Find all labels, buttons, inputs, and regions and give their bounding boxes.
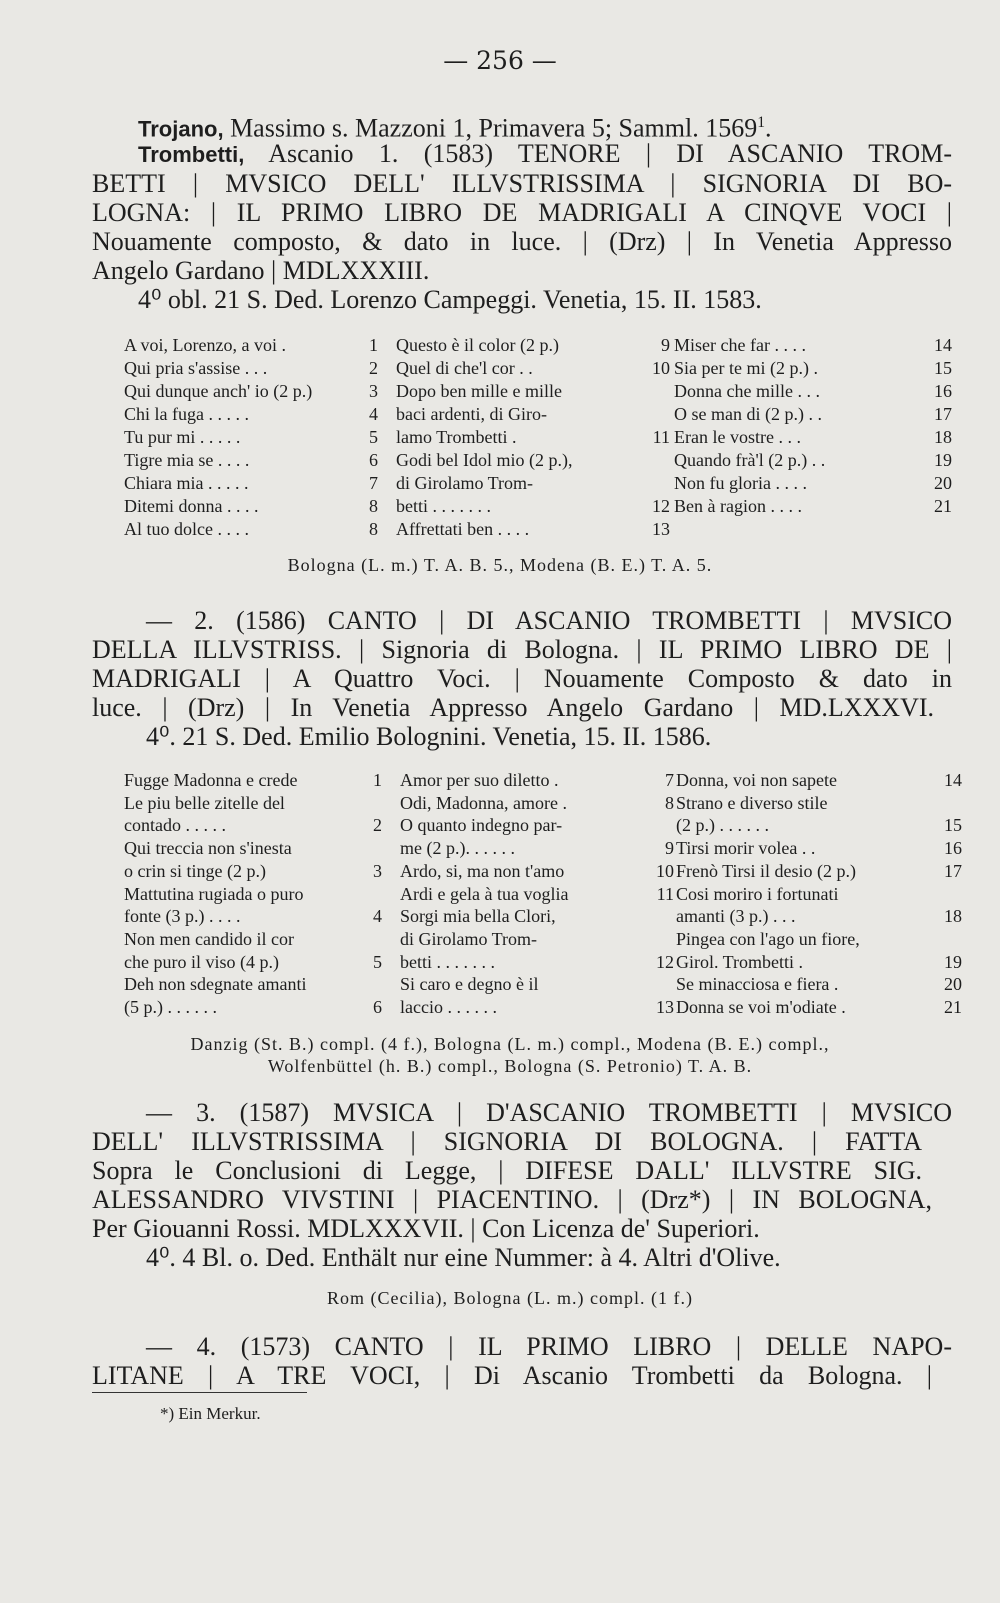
piece-title: Eran le vostre . . . — [674, 427, 801, 447]
piece-number: 7 — [665, 770, 674, 790]
piece-title: Tigre mia se . . . . — [124, 450, 250, 470]
piece-number: 21 — [934, 496, 952, 516]
title-line: ALESSANDRO VIVSTINI | PIACENTINO. | (Drz*) | IN BOLOGNA, — [92, 1185, 932, 1214]
piece-number: 15 — [934, 358, 952, 378]
title-line: Sopra le Conclusioni di Legge, | DIFESE DALL' ILLVSTRE SIG. — [92, 1156, 922, 1185]
piece-title: Dopo ben mille e mille — [396, 381, 562, 401]
piece-title: amanti (3 p.) . . . — [676, 906, 796, 927]
footnote-marker: 1 — [757, 114, 766, 131]
piece-number: 1 — [373, 770, 382, 790]
title-line: — 3. (1587) MVSICA | D'ASCANIO TROMBETTI | MVSICO — [146, 1098, 952, 1127]
piece-number: 21 — [944, 997, 962, 1017]
piece-title: Amor per suo diletto . — [400, 770, 559, 790]
title-line: BETTI | MVSICO DELL' ILLVSTRISSIMA | SIGNORIA DI BO- — [92, 169, 952, 198]
title-line: DELL' ILLVSTRISSIMA | SIGNORIA DI BOLOGNA. | FATTA — [92, 1127, 922, 1156]
piece-title: Godi bel Idol mio (2 p.), — [396, 450, 573, 470]
piece-number: 4 — [373, 906, 382, 927]
title-line: Angelo Gardano | MDLXXXIII. — [92, 256, 430, 285]
entry-trombetti-1 — [92, 139, 952, 314]
piece-number: 11 — [652, 427, 670, 447]
piece-number: 15 — [944, 815, 962, 836]
piece-number: 8 — [665, 792, 674, 813]
holdings-line: Bologna (L. m.) T. A. B. 5., Modena (B. E.) T. A. 5. — [287, 555, 713, 575]
piece-number: 9 — [661, 335, 670, 355]
piece-number: 13 — [656, 997, 674, 1017]
piece-title: o crin si tinge (2 p.) — [124, 860, 266, 881]
piece-number: 3 — [373, 860, 382, 881]
piece-title: che puro il viso (4 p.) — [124, 951, 279, 972]
piece-number: 2 — [369, 358, 378, 378]
piece-number: 17 — [944, 860, 962, 881]
piece-number: 14 — [934, 335, 952, 355]
piece-number: 20 — [944, 974, 962, 995]
holdings-line: Danzig (St. B.) compl. (4 f.), Bologna (L. m.) compl., Modena (B. E.) compl., — [190, 1034, 830, 1054]
title-line: — 4. (1573) CANTO | IL PRIMO LIBRO | DELLE NAPO- — [146, 1332, 952, 1361]
piece-number: 19 — [934, 450, 952, 470]
piece-number: 10 — [656, 860, 674, 881]
piece-number: 12 — [652, 496, 670, 516]
piece-title: Ardo, si, ma non t'amo — [400, 860, 565, 881]
entry-name: Trojano, — [138, 116, 224, 142]
entry-tail: . — [765, 113, 772, 143]
entry-text: Massimo s. Mazzoni 1, Primavera 5; Samml. 1569 — [230, 113, 758, 143]
entry-name: Trombetti, — [138, 142, 245, 167]
piece-number: 18 — [944, 906, 962, 927]
piece-title: Chiara mia . . . . . — [124, 473, 249, 493]
piece-title: Chi la fuga . . . . . — [124, 404, 249, 424]
piece-number: 11 — [656, 883, 674, 904]
piece-number: 4 — [369, 404, 378, 424]
piece-title: Ben à ragion . . . . — [674, 496, 802, 516]
piece-number: 6 — [373, 997, 382, 1017]
footnote-rule — [92, 1392, 307, 1393]
piece-number: 5 — [373, 951, 382, 972]
imprint-line: 4⁰. 21 S. Ded. Emilio Bolognini. Venetia, 15. II. 1586. — [146, 722, 712, 751]
piece-title: lamo Trombetti . — [396, 427, 517, 447]
page-number: — 256 — — [443, 46, 557, 75]
contents-table-2 — [124, 770, 964, 1020]
piece-number: 16 — [944, 838, 962, 859]
piece-title: Frenò Tirsi il desio (2 p.) — [676, 860, 857, 881]
imprint-line: 4⁰. 4 Bl. o. Ded. Enthält nur eine Nummer: à 4. Altri d'Olive. — [146, 1243, 781, 1272]
title-line: Nouamente composto, & dato in luce. | (Drz) | In Venetia Appresso — [92, 227, 952, 256]
piece-title: Ditemi donna . . . . — [124, 496, 259, 516]
piece-number: 7 — [369, 473, 378, 493]
piece-number: 8 — [369, 519, 378, 539]
piece-title: Odi, Madonna, amore . — [400, 792, 567, 813]
piece-number: 1 — [369, 335, 378, 355]
piece-title: Qui pria s'assise . . . — [124, 358, 268, 378]
piece-title: Qui dunque anch' io (2 p.) — [124, 381, 313, 401]
piece-number: 10 — [652, 358, 670, 378]
piece-title: Fugge Madonna e crede — [124, 770, 298, 790]
piece-number: 6 — [369, 450, 378, 470]
piece-title: Pingea con l'ago un fiore, — [676, 928, 860, 949]
piece-title: baci ardenti, di Giro- — [396, 404, 547, 424]
piece-title: Questo è il color (2 p.) — [396, 335, 559, 355]
piece-title: Strano e diverso stile — [676, 792, 828, 813]
title-line: MADRIGALI | A Quattro Voci. | Nouamente Composto & dato in — [92, 664, 952, 693]
piece-title: Qui treccia non s'inesta — [124, 838, 292, 859]
piece-title: Miser che far . . . . — [674, 335, 806, 355]
piece-title: O quanto indegno par- — [400, 815, 563, 836]
contents-table-1 — [124, 335, 964, 545]
title-line: DELLA ILLVSTRISS. | Signoria di Bologna. | IL PRIMO LIBRO DE | — [92, 635, 952, 664]
piece-title: fonte (3 p.) . . . . — [124, 906, 241, 927]
piece-number: 17 — [934, 404, 952, 424]
piece-title: contado . . . . . — [124, 815, 226, 836]
piece-number: 5 — [369, 427, 378, 447]
entry-trombetti-3 — [92, 1098, 952, 1272]
entry-trombetti-2 — [92, 606, 952, 751]
piece-title: Donna se voi m'odiate . — [676, 997, 846, 1017]
title-line: LOGNA: | IL PRIMO LIBRO DE MADRIGALI A CINQVE VOCI | — [92, 198, 952, 227]
piece-title: Se minacciosa e fiera . — [676, 974, 839, 995]
title-line: — 2. (1586) CANTO | DI ASCANIO TROMBETTI | MVSICO — [146, 606, 952, 635]
title-line: Ascanio 1. (1583) TENORE | DI ASCANIO TROM- — [268, 139, 952, 168]
piece-title: (5 p.) . . . . . . — [124, 997, 217, 1017]
piece-title: Tirsi morir volea . . — [676, 838, 816, 859]
piece-title: Deh non sdegnate amanti — [124, 974, 307, 995]
piece-number: 12 — [656, 951, 674, 972]
holdings-line: Rom (Cecilia), Bologna (L. m.) compl. (1 f.) — [327, 1288, 693, 1308]
piece-number: 19 — [944, 951, 962, 972]
piece-number: 8 — [369, 496, 378, 516]
entry-trombetti-4 — [92, 1332, 952, 1390]
piece-title: O se man di (2 p.) . . — [674, 404, 822, 424]
piece-title: Quel di che'l cor . . — [396, 358, 533, 378]
title-line: LITANE | A TRE VOCI, | Di Ascanio Trombetti da Bologna. | — [92, 1361, 932, 1390]
piece-title: Cosi moriro i fortunati — [676, 883, 839, 904]
piece-title: Quando frà'l (2 p.) . . — [674, 450, 826, 470]
piece-title: betti . . . . . . . — [396, 496, 491, 516]
footnote: *) Ein Merkur. — [160, 1404, 261, 1423]
piece-title: Donna che mille . . . — [674, 381, 820, 401]
piece-title: Donna, voi non sapete — [676, 770, 837, 790]
piece-title: A voi, Lorenzo, a voi . — [124, 335, 286, 355]
piece-title: Ardi e gela à tua voglia — [400, 883, 569, 904]
piece-title: Affrettati ben . . . . — [396, 519, 530, 539]
title-line: luce. | (Drz) | In Venetia Appresso Angelo Gardano | MD.LXXXVI. — [92, 693, 934, 722]
piece-title: Non fu gloria . . . . — [674, 473, 807, 493]
piece-title: Non men candido il cor — [124, 928, 294, 949]
piece-number: 14 — [944, 770, 962, 790]
piece-title: laccio . . . . . . — [400, 997, 497, 1017]
piece-title: (2 p.) . . . . . . — [676, 815, 769, 836]
piece-title: Girol. Trombetti . — [676, 951, 804, 972]
piece-number: 9 — [665, 838, 674, 859]
piece-title: Al tuo dolce . . . . — [124, 519, 249, 539]
piece-title: di Girolamo Trom- — [396, 473, 534, 493]
piece-title: Le piu belle zitelle del — [124, 792, 285, 813]
piece-title: Tu pur mi . . . . . — [124, 427, 241, 447]
holdings-line: Wolfenbüttel (h. B.) compl., Bologna (S. Petronio) T. A. B. — [267, 1056, 753, 1076]
title-line: Per Giouanni Rossi. MDLXXXVII. | Con Licenza de' Superiori. — [92, 1214, 760, 1243]
piece-title: di Girolamo Trom- — [400, 928, 538, 949]
piece-number: 16 — [934, 381, 952, 401]
piece-number: 2 — [373, 815, 382, 836]
piece-title: Sorgi mia bella Clori, — [400, 906, 556, 927]
piece-number: 18 — [934, 427, 952, 447]
piece-title: Sia per te mi (2 p.) . — [674, 358, 818, 378]
piece-title: Si caro e degno è il — [400, 974, 539, 995]
piece-number: 20 — [934, 473, 952, 493]
imprint-line: 4⁰ obl. 21 S. Ded. Lorenzo Campeggi. Venetia, 15. II. 1583. — [138, 285, 762, 314]
piece-title: me (2 p.). . . . . . — [400, 838, 515, 859]
piece-number: 3 — [369, 381, 378, 401]
piece-number: 13 — [652, 519, 670, 539]
piece-title: Mattutina rugiada o puro — [124, 883, 304, 904]
piece-title: betti . . . . . . . — [400, 951, 495, 972]
